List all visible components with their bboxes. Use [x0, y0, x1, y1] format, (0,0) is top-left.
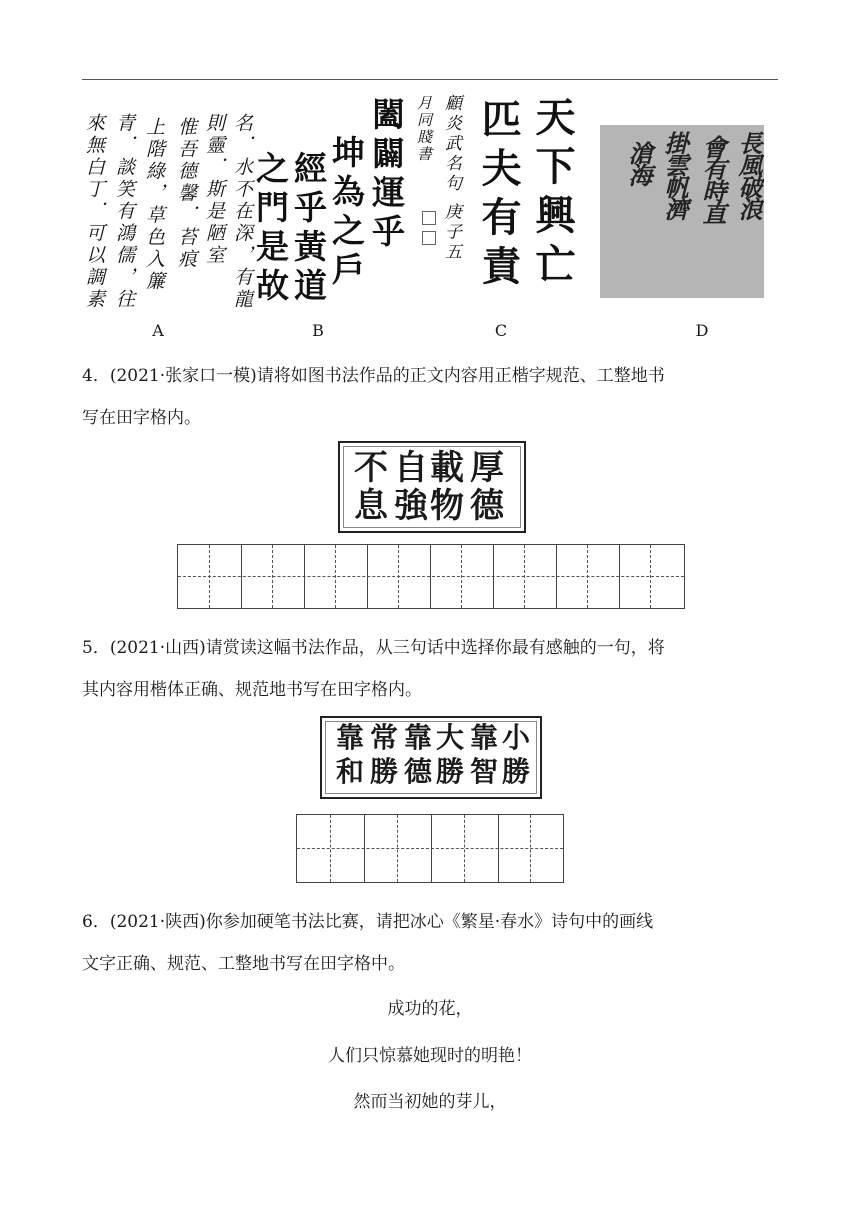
artwork-char: 強	[394, 486, 428, 526]
grid-cell-midline	[524, 545, 525, 608]
artwork-char: 德	[404, 755, 433, 788]
artwork-char: 勝	[370, 755, 399, 788]
grid-cell-midline	[650, 545, 651, 608]
question-4-line-1: 4．(2021·张家口一模)请将如图书法作品的正文内容用正楷字规范、工整地书	[82, 366, 665, 386]
calligraphy-column: 則靈．斯是陋室	[203, 113, 225, 267]
grid-cell[interactable]	[241, 545, 305, 608]
calligraphy-column: 滄海	[624, 141, 653, 185]
seal-stamp	[422, 211, 436, 225]
question-4	[82, 355, 782, 439]
header-rule	[82, 79, 778, 80]
artwork-char: 和	[336, 755, 365, 788]
option-d-label: D	[695, 321, 709, 340]
artwork-char: 靠	[336, 721, 365, 754]
calligraphy-column: 闔闢運乎	[367, 97, 406, 253]
grid-cell-midline	[272, 545, 273, 608]
calligraphy-column: 掛雲帆濟	[660, 131, 689, 219]
grid-cell-midline	[335, 545, 336, 608]
artwork-char: 常	[370, 721, 399, 754]
grid-cell[interactable]	[367, 545, 431, 608]
artwork-char: 靠	[470, 721, 499, 754]
artwork-char: 大	[436, 721, 465, 754]
option-c-label: C	[494, 321, 508, 340]
artwork-q4	[338, 441, 526, 533]
grid-cell-midline	[530, 815, 531, 882]
calligraphy-column: 上階綠，草色入簾	[143, 117, 165, 293]
grid-cell-midline	[209, 545, 210, 608]
question-5	[82, 627, 782, 711]
grid-cell[interactable]	[297, 815, 365, 882]
calligraphy-column: 來無白丁．可以調素	[83, 113, 105, 311]
calligraphy-b	[251, 95, 442, 307]
question-6-line-2: 文字正确、规范、工整地书写在田字格中。	[82, 954, 405, 974]
question-6-line-1: 6．(2021·陕西)你参加硬笔书法比赛，请把冰心《繁星·春水》诗句中的画线	[82, 912, 654, 932]
grid-cell[interactable]	[364, 815, 432, 882]
grid-cell[interactable]	[178, 545, 242, 608]
grid-cell-midline	[330, 815, 331, 882]
calligraphy-column: 天下興亡	[529, 96, 576, 292]
grid-cell[interactable]	[493, 545, 557, 608]
question-4-line-2: 写在田字格内。	[82, 408, 201, 428]
poem-line-3: 然而当初她的芽儿，	[353, 1092, 507, 1112]
calligraphy-d	[600, 125, 764, 298]
artwork-char: 不	[354, 448, 388, 488]
grid-cell-midline	[464, 815, 465, 882]
question-5-line-1: 5．(2021·山西)请赏读这幅书法作品，从三句话中选择你最有感触的一句，将	[82, 638, 665, 658]
calligraphy-column: 長風破浪	[734, 131, 763, 219]
grid-cell-midline	[398, 545, 399, 608]
grid-cell[interactable]	[556, 545, 620, 608]
tianzige-grid-q5[interactable]	[296, 814, 564, 883]
calligraphy-column: 經乎黃道	[289, 151, 328, 307]
poem-line-1: 成功的花，	[387, 999, 473, 1019]
artwork-char: 厚	[470, 448, 504, 488]
calligraphy-signature: 顧炎武名句 庚子五	[441, 94, 461, 263]
option-b-label: B	[312, 321, 324, 340]
artwork-char: 小	[502, 721, 531, 754]
artwork-char: 載	[430, 448, 464, 488]
grid-cell-midline	[397, 815, 398, 882]
question-6	[82, 901, 782, 985]
artwork-char: 德	[470, 486, 504, 526]
grid-cell[interactable]	[304, 545, 368, 608]
artwork-char: 靠	[404, 721, 433, 754]
calligraphy-c	[440, 92, 580, 292]
calligraphy-column: 青．談笑有鴻儒，往	[113, 113, 135, 311]
artwork-char: 物	[430, 486, 464, 526]
artwork-char: 智	[470, 755, 499, 788]
calligraphy-column: 名．水不在深，有龍	[231, 113, 253, 311]
calligraphy-column: 匹夫有責	[475, 98, 522, 294]
option-a-label: A	[152, 321, 164, 340]
question-5-line-2: 其内容用楷体正确、规范地书写在田字格内。	[82, 680, 422, 700]
calligraphy-column: 惟吾德馨．苔痕	[175, 117, 197, 271]
artwork-q5	[320, 716, 542, 799]
artwork-char: 息	[354, 486, 388, 526]
calligraphy-a	[82, 105, 258, 311]
tianzige-grid-q4[interactable]	[177, 544, 685, 609]
grid-cell-midline	[587, 545, 588, 608]
seal-stamp	[422, 231, 436, 245]
calligraphy-column: 會有時直	[698, 135, 727, 223]
calligraphy-signature: 月同賤書	[415, 95, 433, 163]
artwork-char: 勝	[436, 755, 465, 788]
calligraphy-column: 坤為之戶	[327, 135, 366, 291]
calligraphy-column: 之門是故	[251, 151, 290, 307]
artwork-char: 自	[394, 448, 428, 488]
grid-cell[interactable]	[431, 815, 499, 882]
grid-cell-midline	[461, 545, 462, 608]
poem-line-2: 人们只惊慕她现时的明艳！	[328, 1046, 532, 1066]
grid-cell[interactable]	[430, 545, 494, 608]
artwork-char: 勝	[502, 755, 531, 788]
